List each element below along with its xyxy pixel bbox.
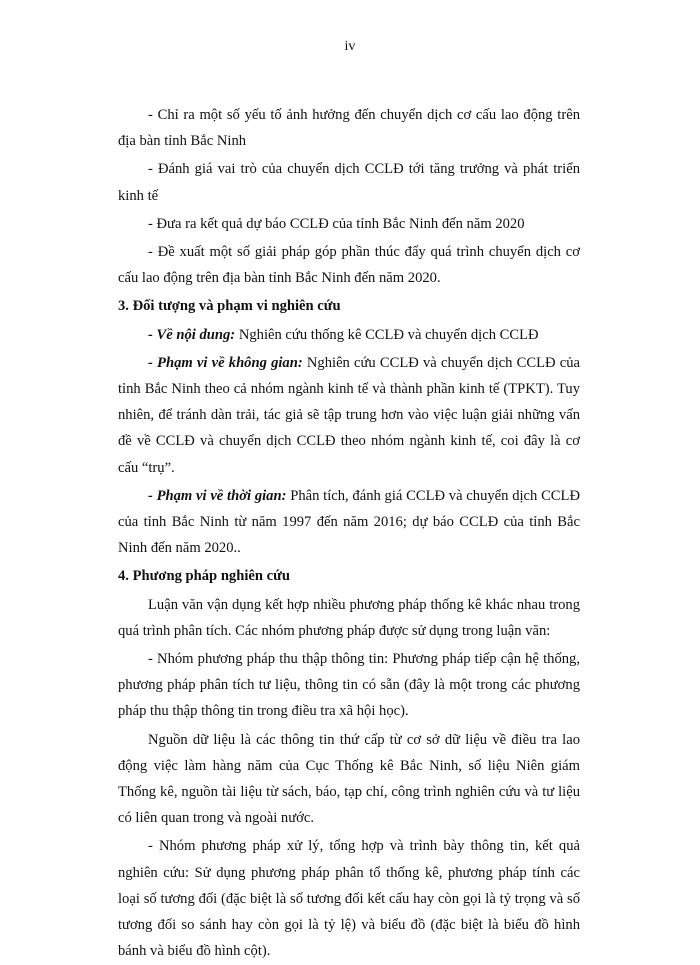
scope-space-text: Nghiên cứu CCLĐ và chuyển dịch CCLĐ của tỉnh Bắc Ninh theo cả nhóm ngành kinh tế và thành phần kinh tế (TPKT). Tuy nhiên, để tránh dàn trải, tác giả sẽ tập trung hơn vào việc luận giải những vấn đề về CCLĐ và chuyển dịch CCLĐ theo nhóm ngành kinh tế, coi đây là cơ cấu “trụ”. [118,354,580,476]
methods-processing: - Nhóm phương pháp xử lý, tổng hợp và trình bày thông tin, kết quả nghiên cứu: Sử dụng phương pháp phân tổ thống kê, phương pháp tính các loại số tương đối (đặc biệt là số tương đối kết cấu hay còn gọi là tỷ trọng và số tương đối so sánh hay còn gọi là tỷ lệ) và biểu đồ (đặc biệt là biểu đồ hình bánh và biểu đồ hình cột). [118,838,580,960]
document-body [118,102,580,965]
scope-time-text: Phân tích, đánh giá CCLĐ và chuyển dịch CCLĐ của tỉnh Bắc Ninh từ năm 1997 đến năm 2016; dự báo CCLĐ của tỉnh Bắc Ninh đến năm 2020.. [118,487,580,557]
methods-data-source: Nguồn dữ liệu là các thông tin thứ cấp từ cơ sở dữ liệu về điều tra lao động việc làm hàng năm của Cục Thống kê Bắc Ninh, số liệu Niên giám Thống kê, nguồn tài liệu từ sách, báo, tạp chí, công trình nghiên cứu và tư liệu có liên quan trong và ngoài nước. [118,731,580,827]
section-heading-scope: 3. Đối tượng và phạm vi nghiên cứu [118,298,341,315]
objective-role: - Đánh giá vai trò của chuyển dịch CCLĐ tới tăng trưởng và phát triển kinh tế [118,161,580,204]
objective-factors: - Chỉ ra một số yếu tố ảnh hưởng đến chuyển dịch cơ cấu lao động trên địa bàn tỉnh Bắc Ninh [118,107,580,150]
scope-content [118,322,580,348]
objective-solutions: - Đề xuất một số giải pháp góp phần thúc đẩy quá trình chuyển dịch cơ cấu lao động trên địa bàn tỉnh Bắc Ninh đến năm 2020. [118,244,580,287]
scope-space [118,350,580,481]
scope-content-label: - Về nội dung: [148,326,236,343]
scope-time-label: - Phạm vi về thời gian: [148,487,287,504]
objective-forecast: - Đưa ra kết quả dự báo CCLĐ của tỉnh Bắc Ninh đến năm 2020 [148,215,525,232]
scope-content-text: Nghiên cứu thống kê CCLĐ và chuyển dịch CCLĐ [235,326,539,343]
scope-time [118,483,580,562]
methods-collection: - Nhóm phương pháp thu thập thông tin: Phương pháp tiếp cận hệ thống, phương pháp phân tích tư liệu, thông tin có sẵn (đây là một trong các phương pháp thu thập thông tin trong điều tra xã hội học). [118,651,580,720]
methods-intro: Luận văn vận dụng kết hợp nhiều phương pháp thống kê khác nhau trong quá trình phân tích. Các nhóm phương pháp được sử dụng trong luận văn: [118,596,580,639]
section-heading-methods: 4. Phương pháp nghiên cứu [118,568,290,585]
page-number: iv [344,39,356,54]
scope-space-label: - Phạm vi về không gian: [148,354,303,371]
